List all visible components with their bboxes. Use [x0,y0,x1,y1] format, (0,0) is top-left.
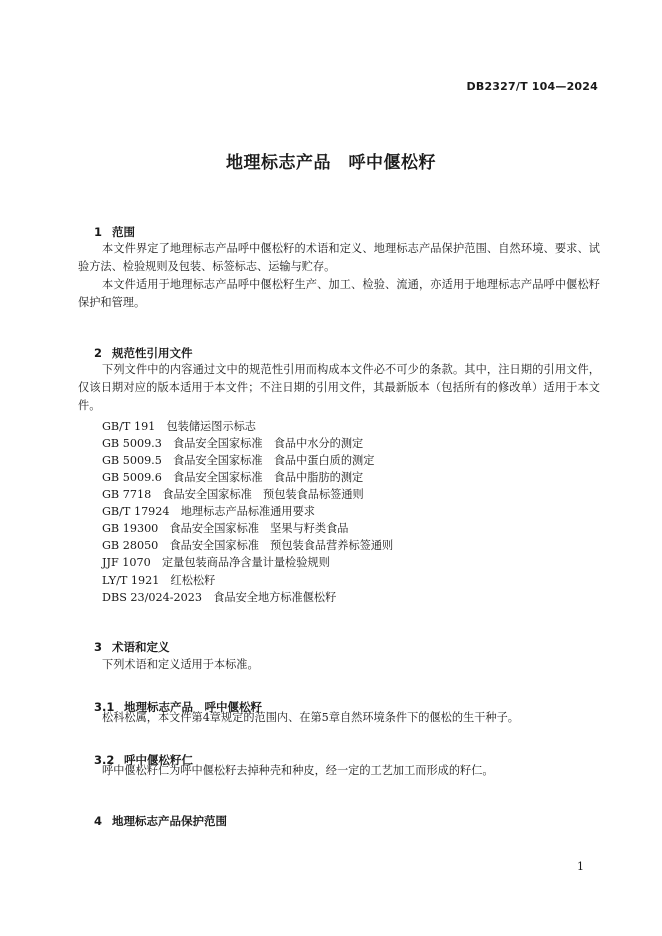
term-3-2-number: 3.2 [94,753,115,767]
document-title: 地理标志产品 呼中偃松籽 [226,153,436,173]
reference-item: GB 19300 食品安全国家标准 坚果与籽类食品 [102,522,349,535]
section-1-title: 范围 [112,225,136,239]
standard-code: DB2327/T 104—2024 [466,80,598,93]
term-3-2-definition: 呼中偃松籽仁为呼中偃松籽去掉种壳和种皮，经一定的工艺加工而形成的籽仁。 [102,764,494,777]
reference-item: JJF 1070 定量包装商品净含量计量检验规则 [102,556,330,569]
page-number: 1 [577,860,584,873]
term-3-1-title: 地理标志产品 呼中偃松籽 [124,700,263,714]
reference-item: LY/T 1921 红松松籽 [102,574,216,587]
section-2-title: 规范性引用文件 [112,346,193,360]
section-4-heading [78,799,227,843]
reference-item: GB/T 191 包装储运图示标志 [102,420,256,433]
section-3-number: 3 [94,640,103,654]
section-2-intro: 下列文件中的内容通过文中的规范性引用而构成本文件必不可少的条款。其中，注日期的引用文件，仅该日期对应的版本适用于本文件；不注日期的引用文件，其最新版本（包括所有的修改单）适用于本文件。 [78,363,600,412]
section-1-number: 1 [94,225,103,239]
section-4-number: 4 [94,814,103,828]
reference-item: GB 7718 食品安全国家标准 预包装食品标签通则 [102,488,364,501]
reference-item: GB 5009.6 食品安全国家标准 食品中脂肪的测定 [102,471,364,484]
section-3-intro: 下列术语和定义适用于本标准。 [102,658,259,671]
section-1-paragraph-2: 本文件适用于地理标志产品呼中偃松籽生产、加工、检验、流通，亦适用于地理标志产品呼中偃松籽保护和管理。 [78,278,600,309]
section-4-title: 地理标志产品保护范围 [112,814,228,828]
reference-item: DBS 23/024-2023 食品安全地方标准偃松籽 [102,591,337,604]
section-3-title: 术语和定义 [112,640,170,654]
section-1-paragraph-1: 本文件界定了地理标志产品呼中偃松籽的术语和定义、地理标志产品保护范围、自然环境、要求、试验方法、检验规则及包装、标签标志、运输与贮存。 [78,242,600,273]
term-3-1-number: 3.1 [94,700,115,714]
reference-item: GB 5009.3 食品安全国家标准 食品中水分的测定 [102,437,364,450]
reference-item: GB 5009.5 食品安全国家标准 食品中蛋白质的测定 [102,454,375,467]
term-3-1-definition: 松科松属，本文件第4章规定的范围内、在第5章自然环境条件下的偃松的生干种子。 [102,711,519,724]
term-3-2-title: 呼中偃松籽仁 [124,753,194,767]
section-2-number: 2 [94,346,103,360]
reference-item: GB/T 17924 地理标志产品标准通用要求 [102,505,315,518]
reference-item: GB 28050 食品安全国家标准 预包装食品营养标签通则 [102,539,394,552]
